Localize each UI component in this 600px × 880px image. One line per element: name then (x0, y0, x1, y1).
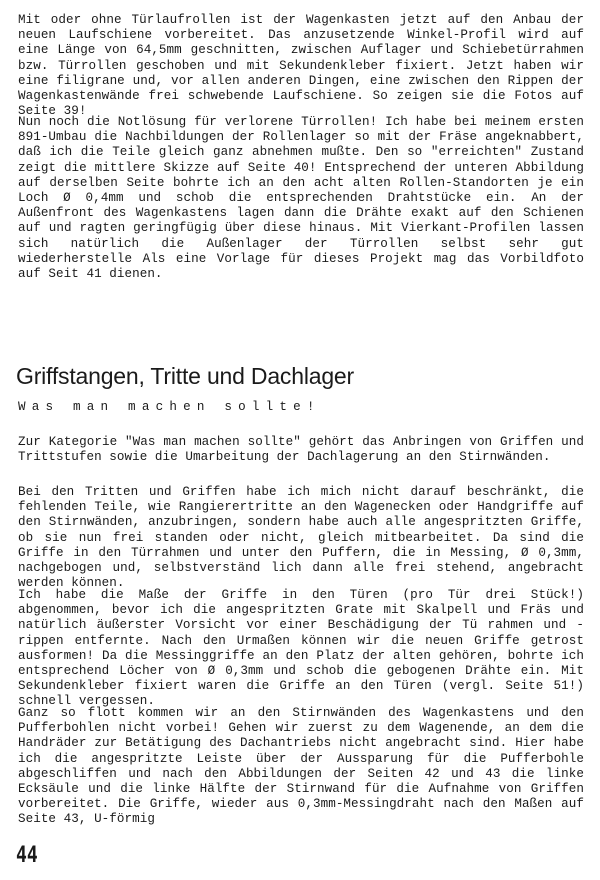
paragraph-stirnwaende: Ganz so flott kommen wir an den Stirnwänden des Wagenkastens und den Pufferbohlen nicht vorbei! Gehen wir zuerst zu dem Wagenende, an dem die Handräder zur Betätigung des Dachantriebs nicht angebracht sind. Hier habe ich die angespritzte Leiste über der Aussparung für die Pufferbohle abgeschliffen und nach den Abbildungen der Seiten 42 und 43 die linke Ecksäule und die linke Hälfte der Stirnwand für die Aufnahme von Griffen vorbereitet. Die Griffe, wieder aus 0,3mm-Messingdraht nach den Maßen auf Seite 43, U-förmig (18, 706, 584, 827)
paragraph-masse-griffe: Ich habe die Maße der Griffe in den Türen (pro Tür drei Stück!) abgenommen, bevor ich die angespritzten Grate mit Skalpell und Fräs und natürlich äußerster Vorsicht vor einer Beschädigung der Tü rahmen und -rippen entfernte. Nach den Urmaßen können wir die neuen Griffe getrost ausformen! Da die Messinggriffe an den Platz der alten gehören, bohrte ich entsprechend Löcher von Ø 0,3mm und schob die gebogenen Drähte ein. Mit Sekundenkleber fixiert waren die Griffe an den Türen (vergl. Seite 51!) schnell vergessen. (18, 588, 584, 709)
page-number: 44 (16, 843, 38, 868)
section-title: Griffstangen, Tritte und Dachlager (16, 363, 354, 389)
paragraph-laufschiene: Mit oder ohne Türlaufrollen ist der Wagenkasten jetzt auf den Anbau der neuen Laufschiene vorbereitet. Das anzusetzende Winkel-Profil wird auf eine Länge von 64,5mm geschnitten, zwischen Auflager und Schiebetürrahmen bzw. Türrollen geschoben und mit Sekundenkleber fixiert. Jetzt haben wir eine filigrane und, vor allen anderen Dingen, eine zwischen den Rippen der Wagenkastenwände frei schwebende Laufschiene. So zeigen sie die Fotos auf Seite 39! (18, 13, 584, 119)
paragraph-kategorie: Zur Kategorie "Was man machen sollte" gehört das Anbringen von Griffen und Trittstufen sowie die Umarbeitung der Dachlagerung an den Stirnwänden. (18, 435, 584, 465)
paragraph-tritte-griffe: Bei den Tritten und Griffen habe ich mich nicht darauf beschränkt, die fehlenden Teile, wie Rangierertritte an den Wagenecken oder Handgriffe auf den Stirnwänden, anzubringen, sondern habe auch alle angespritzten Griffe, ob sie nun frei standen oder nicht, gleich mitbearbeitet. Da sind die Griffe in den Türrahmen und unter den Puffern, die in Messing, Ø 0,3mm, nachgebogen und, selbstverständ lich dann alle frei stehend, angebracht werden können. (18, 485, 584, 591)
section-subtitle: Was man machen sollte! (18, 400, 321, 414)
paragraph-notloesung: Nun noch die Notlösung für verlorene Türrollen! Ich habe bei meinem ersten 891-Umbau die Nachbildungen der Rollenlager so mit der Fräse angeknabbert, daß ich die Teile gleich ganz abnehmen mußte. Den so "erreichten" Zustand zeigt die mittlere Skizze auf Seite 40! Entsprechend der unteren Abbildung auf derselben Seite bohrte ich an den acht alten Rollen-Standorten je ein Loch Ø 0,4mm und schob die entsprechenden Drahtstücke ein. An der Außenfront des Wagenkastens lagen dann die Drähte exakt auf den Schienen auf und ragten geringfügig über diese hinaus. Mit Vierkant-Profilen lassen sich natürlich die Außenlager der Türrollen selbst sehr gut wiederherstelle Als eine Vorlage für dieses Projekt mag das Vorbildfoto auf Seit 41 dienen. (18, 115, 584, 282)
